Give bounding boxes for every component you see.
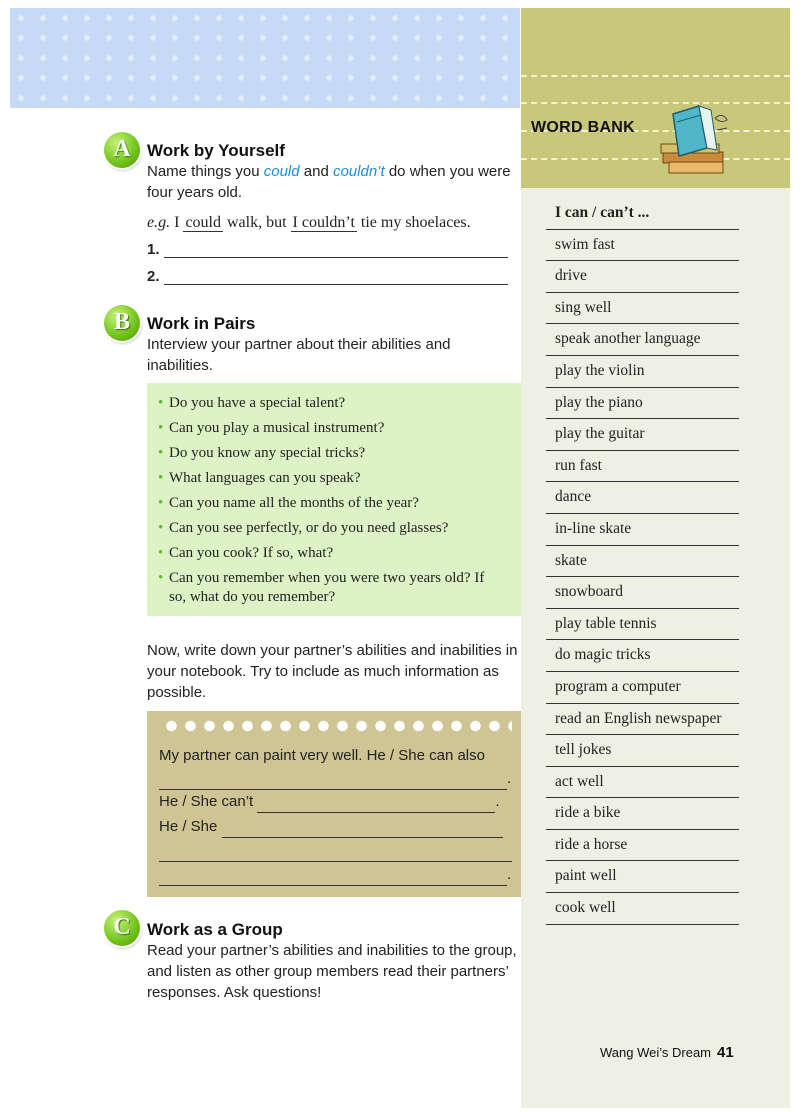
blank[interactable]: [257, 794, 495, 813]
word-bank-list: [546, 198, 739, 925]
example-text: I: [170, 214, 184, 231]
question-item: • Can you name all the months of the year?: [158, 494, 518, 513]
example-text: walk, but: [222, 214, 291, 231]
books-icon: [655, 100, 735, 182]
example-sentence: [147, 214, 471, 232]
dashed-divider: [521, 75, 790, 77]
example-underlined: could: [185, 214, 221, 231]
blank[interactable]: [159, 843, 512, 862]
word-bank-item: program a computer: [546, 672, 739, 704]
word-bank-item: read an English newspaper: [546, 704, 739, 736]
note-line-2[interactable]: .: [159, 768, 511, 790]
question-item: • Can you remember when you were two years old? If so, what do you remember?: [158, 569, 504, 606]
word-bank-item: in-line skate: [546, 514, 739, 546]
example-text: tie my shoelaces.: [356, 214, 471, 231]
question-item: • Can you see perfectly, or do you need glasses?: [158, 519, 518, 538]
dot-border: [162, 719, 512, 733]
section-b-instruction: Interview your partner about their abilities and inabilities.: [147, 336, 451, 374]
word-bank-item: speak another language: [546, 324, 739, 356]
word-bank-item: play the guitar: [546, 419, 739, 451]
blank[interactable]: [164, 241, 508, 258]
page-number: 41: [717, 1044, 734, 1061]
word-bank-item: do magic tricks: [546, 640, 739, 672]
word-bank-item: dance: [546, 482, 739, 514]
note-line-5[interactable]: [159, 840, 512, 862]
word-bank-item: skate: [546, 546, 739, 578]
blank[interactable]: [159, 867, 507, 886]
note-prefix: He / She can’t: [159, 793, 254, 810]
answer-line-1[interactable]: [147, 241, 508, 258]
blank[interactable]: [159, 771, 507, 790]
note-line-4[interactable]: [159, 816, 503, 838]
word-bank-item: act well: [546, 767, 739, 799]
section-c-instruction: Read your partner’s abilities and inabilities to the group, and listen as other group members read their partners’ responses. Ask questions!: [147, 942, 517, 1001]
example-underlined: I couldn’t: [292, 214, 355, 231]
word-bank-item: run fast: [546, 451, 739, 483]
section-a-instruction: [147, 161, 522, 203]
word-bank-title: WORD BANK: [531, 119, 636, 136]
note-line-3[interactable]: He / She can’t .: [159, 791, 500, 813]
word-bank-item: play table tennis: [546, 609, 739, 641]
couldnt-word: couldn’t: [332, 163, 385, 180]
blank[interactable]: [164, 268, 508, 285]
question-list: [158, 394, 518, 613]
word-bank-header: I can / can’t ...: [546, 198, 739, 230]
question-item: • What languages can you speak?: [158, 469, 518, 488]
question-item: • Can you cook? If so, what?: [158, 544, 518, 563]
blank[interactable]: [222, 819, 503, 838]
word-bank-item: drive: [546, 261, 739, 293]
section-a-badge: A: [104, 132, 140, 168]
word-bank-item: play the piano: [546, 388, 739, 420]
page-footer: [600, 1044, 734, 1061]
eg-label: e.g.: [147, 214, 171, 231]
word-bank-item: ride a bike: [546, 798, 739, 830]
instruction-text: Name things you: [147, 163, 264, 180]
word-bank-item: paint well: [546, 861, 739, 893]
word-bank-item: ride a horse: [546, 830, 739, 862]
line-number: 2.: [147, 268, 160, 285]
section-a-title: Work by Yourself: [147, 141, 285, 160]
section-c-badge: C: [104, 910, 140, 946]
top-banner: [10, 8, 520, 108]
section-b-title: Work in Pairs: [147, 314, 256, 333]
question-item: • Do you have a special talent?: [158, 394, 518, 413]
question-item: • Can you play a musical instrument?: [158, 419, 518, 438]
word-bank-item: snowboard: [546, 577, 739, 609]
instruction-text: and: [299, 163, 333, 180]
book-title: Wang Wei’s Dream: [600, 1045, 712, 1060]
section-b-badge: B: [104, 305, 140, 341]
could-word: could: [263, 163, 300, 180]
instruction-text: do when you were four years old.: [147, 163, 511, 201]
word-bank-item: swim fast: [546, 230, 739, 262]
word-bank-item: sing well: [546, 293, 739, 325]
note-line-1: My partner can paint very well. He / She can also: [159, 747, 485, 764]
note-prefix: He / She: [159, 818, 218, 835]
word-bank-item: play the violin: [546, 356, 739, 388]
followup-instruction: Now, write down your partner’s abilities and inabilities in your notebook. Try to include as much information as possible.: [147, 642, 518, 701]
line-number: 1.: [147, 241, 160, 258]
note-line-6[interactable]: .: [159, 864, 511, 886]
section-c-title: Work as a Group: [147, 920, 283, 939]
question-item: • Do you know any special tricks?: [158, 444, 518, 463]
word-bank-item: cook well: [546, 893, 739, 925]
word-bank-item: tell jokes: [546, 735, 739, 767]
answer-line-2[interactable]: [147, 268, 508, 285]
